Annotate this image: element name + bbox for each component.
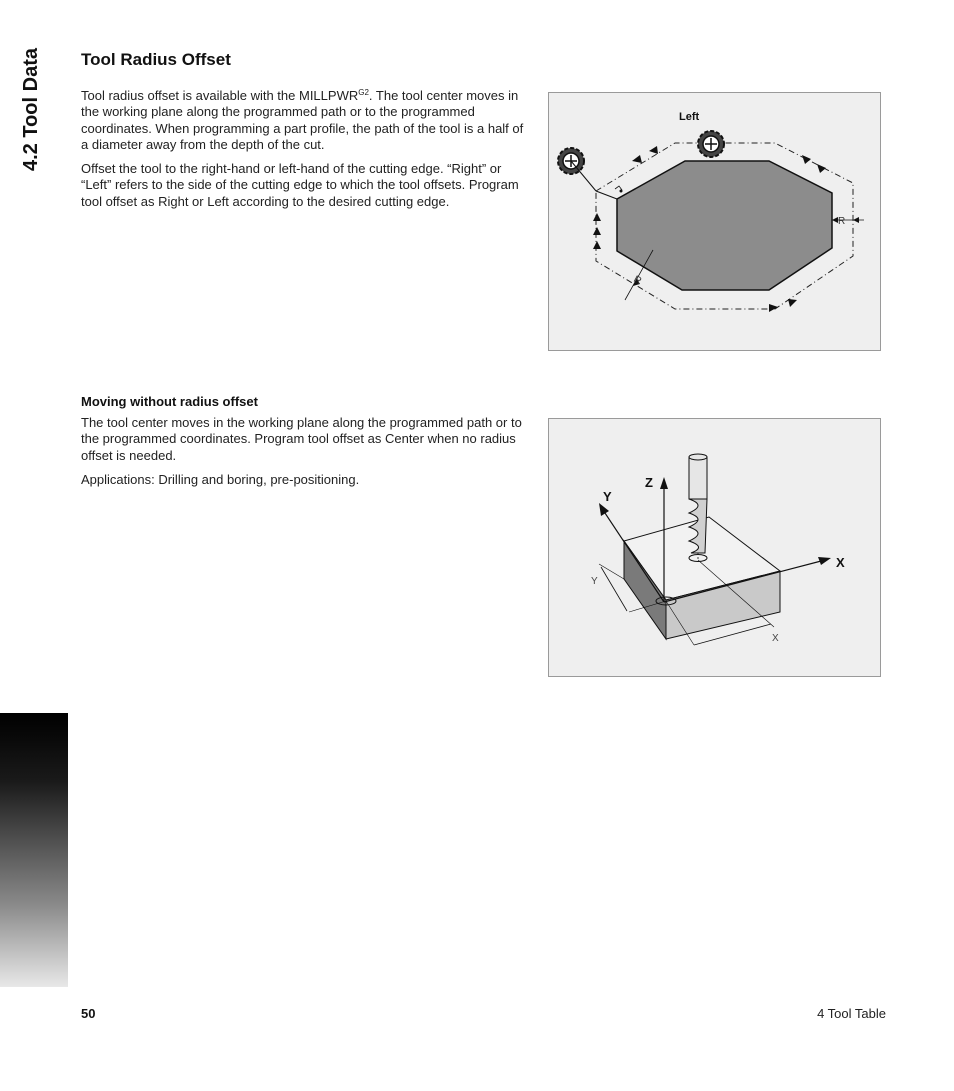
section-paragraph-2: Offset the tool to the right-hand or left-hand of the cutting edge. “Right” or “Left” refers to the side of the cutting edge to which the tool offsets. Program tool offset as Right or Left according to the desired cutting edge. xyxy=(81,161,519,209)
y-dim-line xyxy=(601,567,627,611)
subsection-paragraph-1: The tool center moves in the working plane along the programmed path or to the programmed coordinates. Program tool offset as Center when no radius offset is needed. xyxy=(81,415,522,463)
chapter-side-tab xyxy=(0,713,68,987)
z-axis-label: Z xyxy=(645,475,653,490)
radius-offset-diagram xyxy=(549,93,882,352)
y-axis-label: Y xyxy=(603,489,612,504)
x-axis-label: X xyxy=(836,555,845,570)
page-number: 50 xyxy=(81,1006,96,1021)
left-label: Left xyxy=(679,111,700,123)
x-dim-label: X xyxy=(772,633,779,644)
superscript: G2 xyxy=(358,88,369,97)
section-title: Tool Radius Offset xyxy=(81,50,231,69)
part-profile xyxy=(617,161,832,290)
footer-chapter-name: 4 Tool Table xyxy=(817,1006,886,1021)
offset-line-2 xyxy=(596,191,617,199)
offset-line-1 xyxy=(571,161,596,191)
y-dim-label: Y xyxy=(591,576,598,587)
section-paragraph-1: Tool radius offset is available with the $MILLPWR^{G2}$. The tool center moves in the working plane along the programmed path or to the programmed coordinates. When programming a part profile, the path of the tool is a half of a diameter away from the depth of the cut. xyxy=(81,88,524,152)
no-offset-diagram xyxy=(549,419,882,678)
r-label-right: R xyxy=(838,216,846,227)
right-angle-mark xyxy=(615,186,622,190)
subsection-paragraph-2: Applications: Drilling and boring, pre-positioning. xyxy=(81,472,360,487)
radius-offset-figure xyxy=(548,92,881,351)
r-label-bottom: R xyxy=(631,273,644,288)
subsection-title: Moving without radius offset xyxy=(81,394,258,409)
end-mill-shank xyxy=(689,457,707,499)
no-offset-figure xyxy=(548,418,881,677)
tool-cutter-top xyxy=(698,131,724,157)
